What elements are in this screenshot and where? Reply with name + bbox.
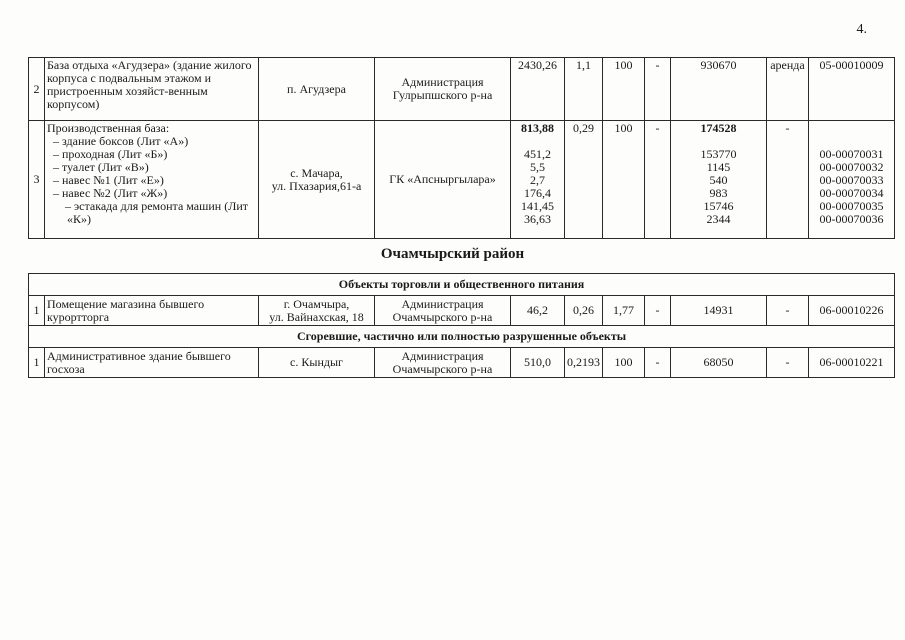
object-value [671, 121, 767, 239]
object-dash: - [645, 121, 671, 239]
object-name [45, 121, 259, 239]
area-value: 141,45 [521, 199, 554, 213]
list-item: – навес №2 (Лит «Ж») [53, 186, 168, 200]
object-holder: ГК «Апсныргылара» [375, 121, 511, 239]
object-code [809, 121, 895, 239]
value-item: 153770 [700, 147, 737, 161]
object-name: Помещение магазина бывшего курортторга [45, 296, 259, 326]
object-area: 510,0 [511, 348, 565, 378]
object-wear: 100 [603, 121, 645, 239]
area-value: 2,7 [530, 173, 545, 187]
object-name-title: Производственная база: [47, 121, 170, 135]
object-status: аренда [767, 58, 809, 121]
object-area [511, 121, 565, 239]
section-header: Сгоревшие, частично или полностью разрушенные объекты [29, 326, 895, 348]
area-total: 813,88 [521, 121, 554, 135]
object-value: 14931 [671, 296, 767, 326]
section-header-row [29, 274, 895, 296]
list-item: – эстакада для ремонта машин (Лит «К») [65, 199, 248, 226]
object-land: 0,26 [565, 296, 603, 326]
table-row [29, 348, 895, 378]
object-land: 1,1 [565, 58, 603, 121]
table-row [29, 296, 895, 326]
object-land: 0,29 [565, 121, 603, 239]
area-value: 5,5 [530, 160, 545, 174]
row-number: 1 [29, 348, 45, 378]
sub-items-list [47, 135, 256, 226]
object-area: 46,2 [511, 296, 565, 326]
object-name: Административное здание бывшего госхоза [45, 348, 259, 378]
object-location: п. Агудзера [259, 58, 375, 121]
object-wear: 100 [603, 58, 645, 121]
table-row [29, 58, 895, 121]
object-location [259, 121, 375, 239]
object-code: 05-00010009 [809, 58, 895, 121]
object-location: с. Кындыг [259, 348, 375, 378]
list-item: – проходная (Лит «Б») [53, 147, 168, 161]
region-title: Очамчырский район [380, 246, 525, 262]
row-number: 3 [29, 121, 45, 239]
location-line: с. Мачара, [290, 165, 343, 180]
location-line: ул. Пхазария,61-а [271, 178, 362, 193]
value-item: 540 [709, 173, 728, 187]
area-value: 451,2 [524, 147, 551, 161]
object-land: 0,2193 [565, 348, 603, 378]
code-item: 00-00070032 [819, 160, 884, 174]
objects-table-ochamchyra [28, 273, 895, 378]
object-status: - [767, 121, 809, 239]
value-item: 1145 [706, 160, 731, 174]
page-number: 4. [856, 22, 867, 37]
location-line: ул. Вайнахская, 18 [269, 309, 364, 324]
object-wear: 100 [603, 348, 645, 378]
object-value: 930670 [671, 58, 767, 121]
object-holder: Администрация Гулрыпшского р-на [375, 58, 511, 121]
object-code: 06-00010226 [809, 296, 895, 326]
object-wear: 1,77 [603, 296, 645, 326]
code-item: 00-00070034 [819, 186, 884, 200]
area-value: 36,63 [524, 212, 551, 226]
code-item: 00-00070035 [819, 199, 884, 213]
object-dash: - [645, 58, 671, 121]
list-item: – навес №1 (Лит «Е») [53, 173, 164, 187]
location-line: г. Очамчыра, [283, 296, 350, 311]
section-header: Объекты торговли и общественного питания [29, 274, 895, 296]
table-row [29, 121, 895, 239]
area-value: 176,4 [524, 186, 551, 200]
object-code: 06-00010221 [809, 348, 895, 378]
object-dash: - [645, 296, 671, 326]
object-status: - [767, 296, 809, 326]
code-item: 00-00070036 [819, 212, 884, 226]
object-holder: Администрация Очамчырского р-на [375, 348, 511, 378]
value-item: 2344 [706, 212, 731, 226]
section-header-row [29, 326, 895, 348]
object-holder: Администрация Очамчырского р-на [375, 296, 511, 326]
code-item: 00-00070031 [819, 147, 884, 161]
row-number: 1 [29, 296, 45, 326]
object-location [259, 296, 375, 326]
row-number: 2 [29, 58, 45, 121]
list-item: – туалет (Лит «В») [53, 160, 149, 174]
object-value: 68050 [671, 348, 767, 378]
object-status: - [767, 348, 809, 378]
value-item: 983 [709, 186, 728, 200]
objects-table-gulrypsh [28, 57, 895, 239]
value-item: 15746 [703, 199, 734, 213]
object-area: 2430,26 [511, 58, 565, 121]
object-name: База отдыха «Агудзера» (здание жилого корпуса с подвальным этажом и пристроенным хозяйст-венным корпусом) [45, 58, 259, 121]
object-dash: - [645, 348, 671, 378]
value-total: 174528 [700, 121, 737, 135]
code-item: 00-00070033 [819, 173, 884, 187]
list-item: – здание боксов (Лит «А») [53, 134, 189, 148]
